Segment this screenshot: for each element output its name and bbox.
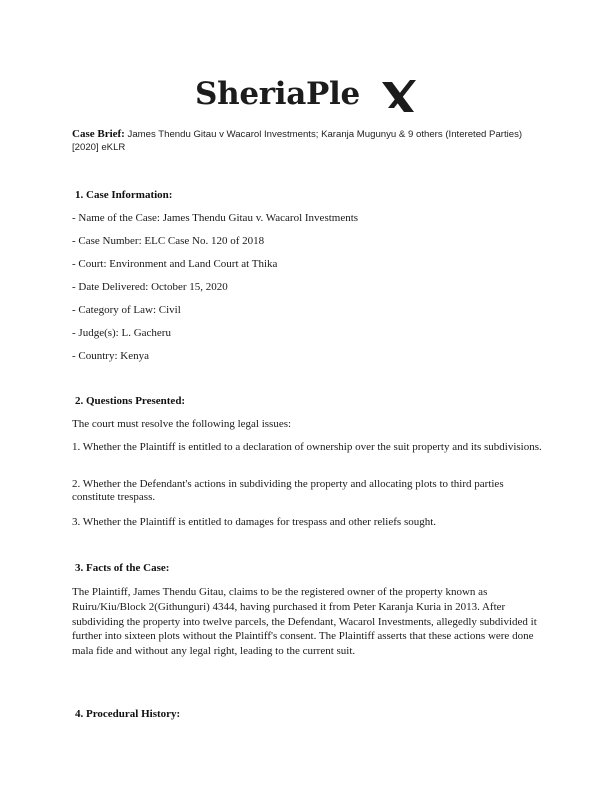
case-info-number: - Case Number: ELC Case No. 120 of 2018: [72, 235, 265, 247]
question-item-1: 1. Whether the Plaintiff is entitled to a declaration of ownership over the suit property and its subdivisions.: [72, 441, 542, 453]
section-heading-questions: 2. Questions Presented:: [75, 395, 186, 407]
questions-intro: The court must resolve the following legal issues:: [72, 418, 292, 430]
case-info-date: - Date Delivered: October 15, 2020: [72, 281, 228, 293]
case-info-country: - Country: Kenya: [72, 350, 149, 362]
case-info-judges: - Judge(s): L. Gacheru: [72, 327, 171, 339]
case-info-court: - Court: Environment and Land Court at Thika: [72, 258, 278, 270]
question-item-2: 2. Whether the Defendant's actions in subdividing the property and allocating plots to third parties constitute trespass.: [72, 478, 504, 503]
case-info-category: - Category of Law: Civil: [72, 304, 181, 316]
case-brief-text: James Thendu Gitau v Wacarol Investments; Karanja Mugunyu & 9 others (Intereted Parties) [2020] eKLR: [72, 129, 523, 153]
section-heading-case-information: 1. Case Information:: [75, 189, 173, 201]
x-logo-icon: [380, 78, 416, 114]
case-brief-title: [72, 128, 542, 154]
logo-wordmark: SheriaPle: [195, 76, 360, 112]
question-item-3: 3. Whether the Plaintiff is entitled to damages for trespass and other reliefs sought.: [72, 516, 437, 528]
case-brief-label: Case Brief:: [72, 128, 125, 140]
sheriaplex-logo: [195, 74, 415, 120]
section-heading-facts: 3. Facts of the Case:: [75, 562, 170, 574]
section-heading-procedural-history: 4. Procedural History:: [75, 708, 181, 720]
case-info-name: - Name of the Case: James Thendu Gitau v. Wacarol Investments: [72, 212, 359, 224]
facts-paragraph: The Plaintiff, James Thendu Gitau, claims to be the registered owner of the property known as Ruiru/Kiu/Block 2(Githunguri) 4344, having purchased it from Peter Karanja Kuria in 2013. After subdividing the property into twelve parcels, the Defendant, Wacarol Investments, allegedly subdivided it further into sixteen plots without the Plaintiff's consent. The Plaintiff asserts that these actions were done mala fide and without any legal right, leading to the current suit.: [72, 586, 537, 658]
